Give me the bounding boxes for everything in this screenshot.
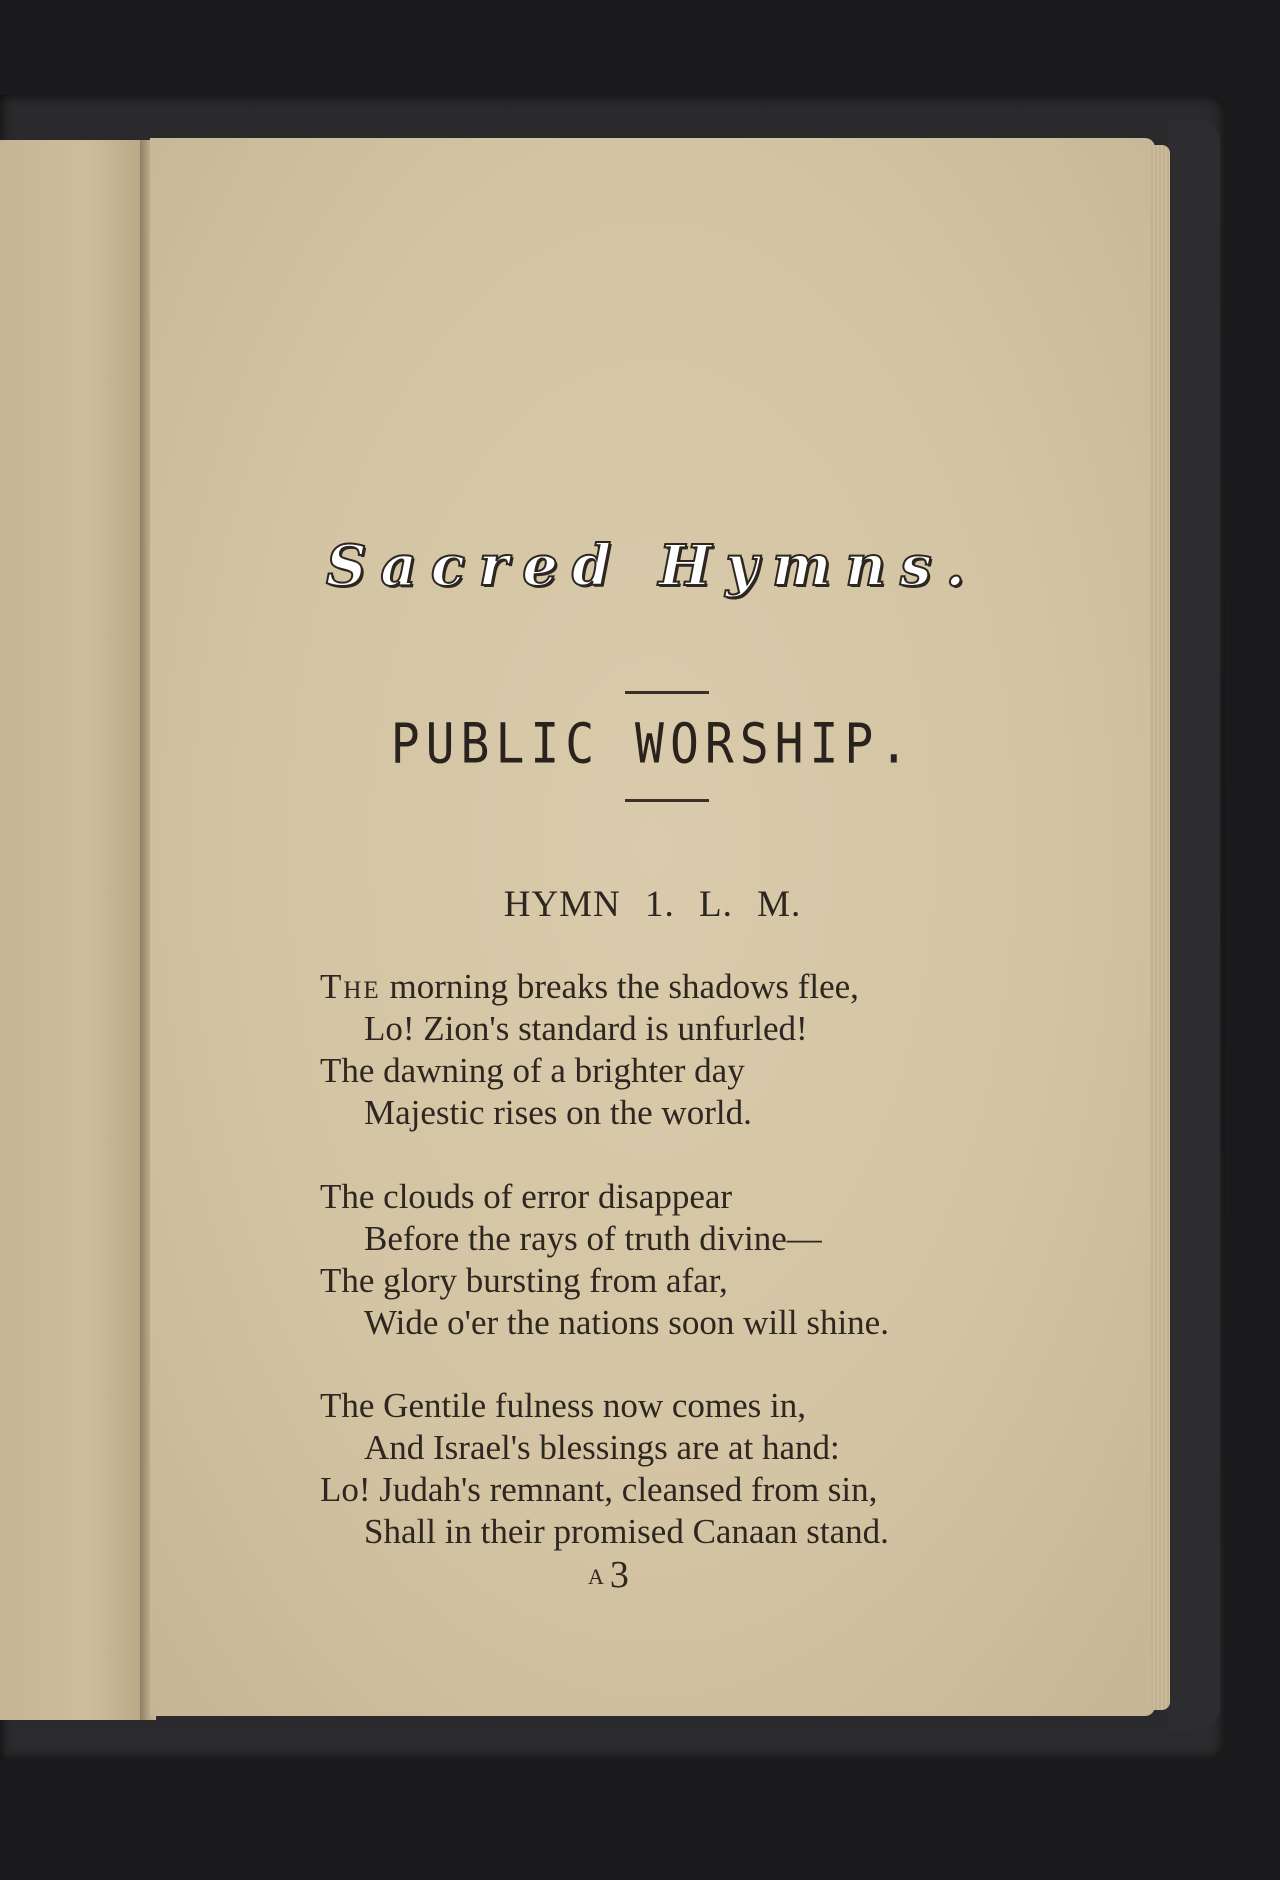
cover-edge	[1168, 120, 1220, 1730]
title-rule-bottom	[625, 799, 709, 802]
signature-number: 3	[609, 1554, 629, 1596]
verse-line: And Israel's blessings are at hand:	[364, 1428, 840, 1467]
verse-line: Lo! Judah's remnant, cleansed from sin,	[320, 1470, 878, 1509]
verse-line: The dawning of a brighter day	[320, 1051, 745, 1090]
left-facing-page	[0, 140, 148, 1720]
verse-line: The Gentile fulness now comes in,	[320, 1386, 807, 1425]
verse-lead-word: The	[320, 967, 381, 1006]
signature-mark	[588, 1553, 629, 1597]
verse-line	[320, 966, 859, 1008]
verse-line: Wide o'er the nations soon will shine.	[364, 1303, 889, 1342]
verse-2	[320, 1176, 889, 1344]
series-title: Sacred Hymns.	[325, 533, 980, 599]
verse-line: Majestic rises on the world.	[364, 1093, 752, 1132]
verse-3	[320, 1385, 889, 1553]
section-title: PUBLIC WORSHIP.	[390, 711, 915, 777]
verse-line: The clouds of error disappear	[320, 1177, 733, 1216]
title-rule-top	[625, 691, 709, 694]
signature-letter: A	[588, 1564, 606, 1589]
verse-1	[320, 966, 859, 1134]
verse-line: The glory bursting from afar,	[320, 1261, 728, 1300]
page-content	[150, 138, 1155, 1716]
verse-line: Lo! Zion's standard is unfurled!	[364, 1009, 808, 1048]
hymn-title: HYMN 1. L. M.	[503, 884, 802, 925]
verse-line: Shall in their promised Canaan stand.	[364, 1512, 889, 1551]
verse-line-rest: morning breaks the shadows flee,	[380, 967, 859, 1006]
verse-line: Before the rays of truth divine—	[364, 1219, 822, 1258]
